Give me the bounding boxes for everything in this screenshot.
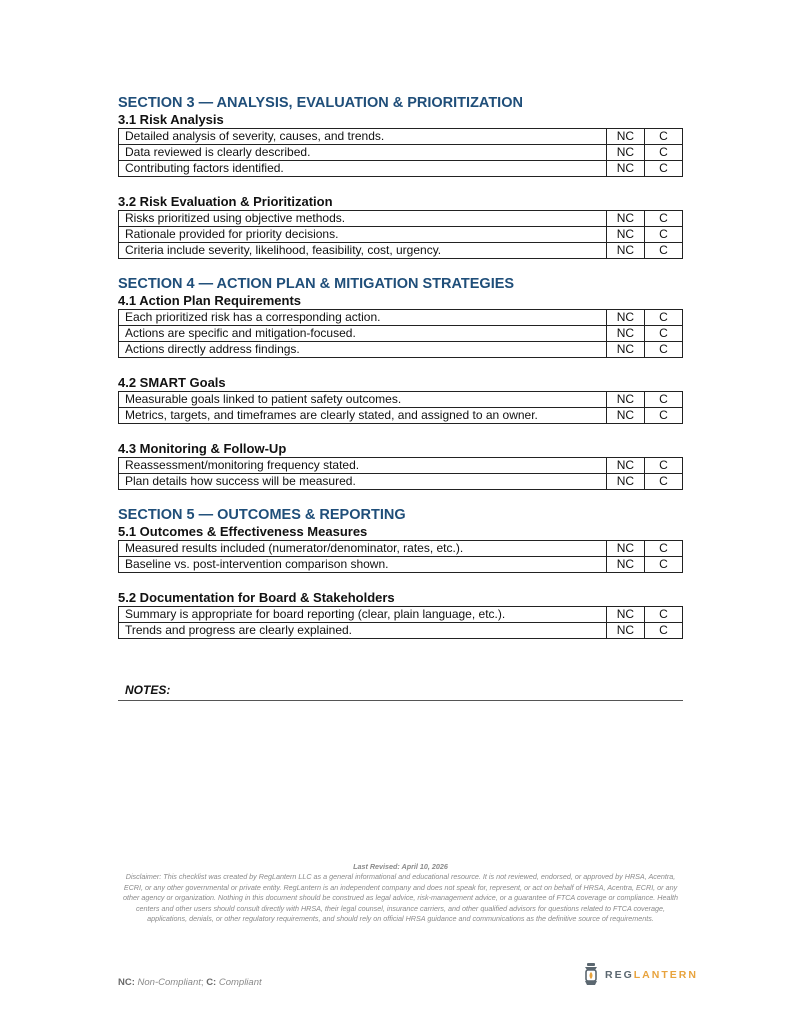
checklist-item: Rationale provided for priority decisions. (119, 227, 607, 243)
checklist-item: Each prioritized risk has a corresponding action. (119, 310, 607, 326)
nc-cell[interactable]: NC (606, 408, 644, 424)
logo-wordmark: REGLANTERN (605, 969, 698, 981)
nc-cell[interactable]: NC (606, 310, 644, 326)
checklist-row (119, 408, 683, 424)
c-cell[interactable]: C (644, 541, 682, 557)
c-cell[interactable]: C (644, 623, 682, 639)
c-cell[interactable]: C (644, 408, 682, 424)
section-title: SECTION 3 — ANALYSIS, EVALUATION & PRIORITIZATION (118, 95, 523, 111)
nc-cell[interactable]: NC (606, 541, 644, 557)
checklist-table (118, 457, 683, 490)
c-cell[interactable]: C (644, 607, 682, 623)
nc-cell[interactable]: NC (606, 458, 644, 474)
nc-cell[interactable]: NC (606, 145, 644, 161)
checklist-row (119, 458, 683, 474)
checklist-item: Data reviewed is clearly described. (119, 145, 607, 161)
last-revised: Last Revised: April 10, 2026 (353, 862, 448, 871)
nc-cell[interactable]: NC (606, 342, 644, 358)
subsection-title: 4.3 Monitoring & Follow-Up (118, 441, 287, 456)
checklist-row (119, 474, 683, 490)
nc-cell[interactable]: NC (606, 211, 644, 227)
checklist-item: Trends and progress are clearly explained. (119, 623, 607, 639)
c-cell[interactable]: C (644, 474, 682, 490)
checklist-item: Risks prioritized using objective methods. (119, 211, 607, 227)
checklist-item: Baseline vs. post-intervention comparison shown. (119, 557, 607, 573)
checklist-row (119, 129, 683, 145)
checklist-row (119, 326, 683, 342)
checklist-item: Reassessment/monitoring frequency stated. (119, 458, 607, 474)
c-cell[interactable]: C (644, 145, 682, 161)
checklist-row (119, 243, 683, 259)
subsection-title: 4.2 SMART Goals (118, 375, 226, 390)
checklist-item: Actions are specific and mitigation-focused. (119, 326, 607, 342)
checklist-row (119, 211, 683, 227)
checklist-row (119, 541, 683, 557)
legend (118, 977, 262, 988)
footer (118, 862, 683, 924)
legend-nc-key: NC: (118, 977, 135, 988)
section-title: SECTION 4 — ACTION PLAN & MITIGATION STRATEGIES (118, 276, 515, 292)
c-cell[interactable]: C (644, 161, 682, 177)
notes-line (118, 681, 683, 701)
c-cell[interactable]: C (644, 458, 682, 474)
checklist-row (119, 392, 683, 408)
checklist-row (119, 161, 683, 177)
nc-cell[interactable]: NC (606, 243, 644, 259)
subsection-title: 3.1 Risk Analysis (118, 112, 224, 127)
subsection-title: 5.1 Outcomes & Effectiveness Measures (118, 524, 368, 539)
nc-cell[interactable]: NC (606, 557, 644, 573)
subsection-title: 4.1 Action Plan Requirements (118, 293, 302, 308)
c-cell[interactable]: C (644, 392, 682, 408)
checklist-item: Criteria include severity, likelihood, feasibility, cost, urgency. (119, 243, 607, 259)
checklist-body (118, 94, 683, 639)
c-cell[interactable]: C (644, 227, 682, 243)
disclaimer: Disclaimer: This checklist was created by RegLantern LLC as a general informational and educational resource. It is not reviewed, endorsed, or approved by HRSA, Acentra, ECRI, or any other governmental or private entity. RegLantern is an independent company and does not speak for, represent, or act on behalf of HRSA, Acentra, ECRI, or any other agency or organization. Nothing in this document should be construed as legal advice, risk-management advice, or a guarantee of FTCA coverage or compliance. Health centers and other users should consult directly with HRSA, their legal counsel, insurance carriers, and other qualified advisors for questions related to FTCA coverage, applications, denials, or other regulatory requirements, and should rely on official HRSA guidance and communications as the definitive source of requirements. (122, 872, 679, 924)
reglantern-logo (582, 962, 698, 988)
checklist-row (119, 342, 683, 358)
c-cell[interactable]: C (644, 326, 682, 342)
nc-cell[interactable]: NC (606, 326, 644, 342)
checklist-row (119, 623, 683, 639)
checklist-row (119, 607, 683, 623)
c-cell[interactable]: C (644, 129, 682, 145)
section-title: SECTION 5 — OUTCOMES & REPORTING (118, 507, 406, 523)
nc-cell[interactable]: NC (606, 607, 644, 623)
checklist-item: Measurable goals linked to patient safety outcomes. (119, 392, 607, 408)
checklist-item: Detailed analysis of severity, causes, and trends. (119, 129, 607, 145)
lantern-icon (582, 963, 600, 987)
subsection-title: 5.2 Documentation for Board & Stakeholders (118, 590, 395, 605)
legend-nc-value: Non-Compliant (137, 977, 201, 988)
legend-c-value: Compliant (218, 977, 262, 988)
checklist-item: Summary is appropriate for board reporting (clear, plain language, etc.). (119, 607, 607, 623)
c-cell[interactable]: C (644, 557, 682, 573)
legend-separator: ; (200, 977, 204, 988)
checklist-item: Metrics, targets, and timeframes are clearly stated, and assigned to an owner. (119, 408, 607, 424)
c-cell[interactable]: C (644, 243, 682, 259)
nc-cell[interactable]: NC (606, 623, 644, 639)
checklist-table (118, 309, 683, 358)
checklist-row (119, 145, 683, 161)
nc-cell[interactable]: NC (606, 474, 644, 490)
checklist-row (119, 227, 683, 243)
nc-cell[interactable]: NC (606, 227, 644, 243)
legend-c-key: C: (206, 977, 217, 988)
c-cell[interactable]: C (644, 310, 682, 326)
checklist-table (118, 210, 683, 259)
checklist-row (119, 557, 683, 573)
subsection-title: 3.2 Risk Evaluation & Prioritization (118, 194, 333, 209)
checklist-table (118, 391, 683, 424)
checklist-row (119, 310, 683, 326)
checklist-item: Plan details how success will be measured. (119, 474, 607, 490)
nc-cell[interactable]: NC (606, 161, 644, 177)
checklist-table (118, 606, 683, 639)
checklist-item: Actions directly address findings. (119, 342, 607, 358)
c-cell[interactable]: C (644, 211, 682, 227)
c-cell[interactable]: C (644, 342, 682, 358)
notes-label: NOTES: (125, 683, 171, 697)
checklist-table (118, 128, 683, 177)
nc-cell[interactable]: NC (606, 392, 644, 408)
checklist-table (118, 540, 683, 573)
nc-cell[interactable]: NC (606, 129, 644, 145)
checklist-item: Measured results included (numerator/denominator, rates, etc.). (119, 541, 607, 557)
checklist-item: Contributing factors identified. (119, 161, 607, 177)
